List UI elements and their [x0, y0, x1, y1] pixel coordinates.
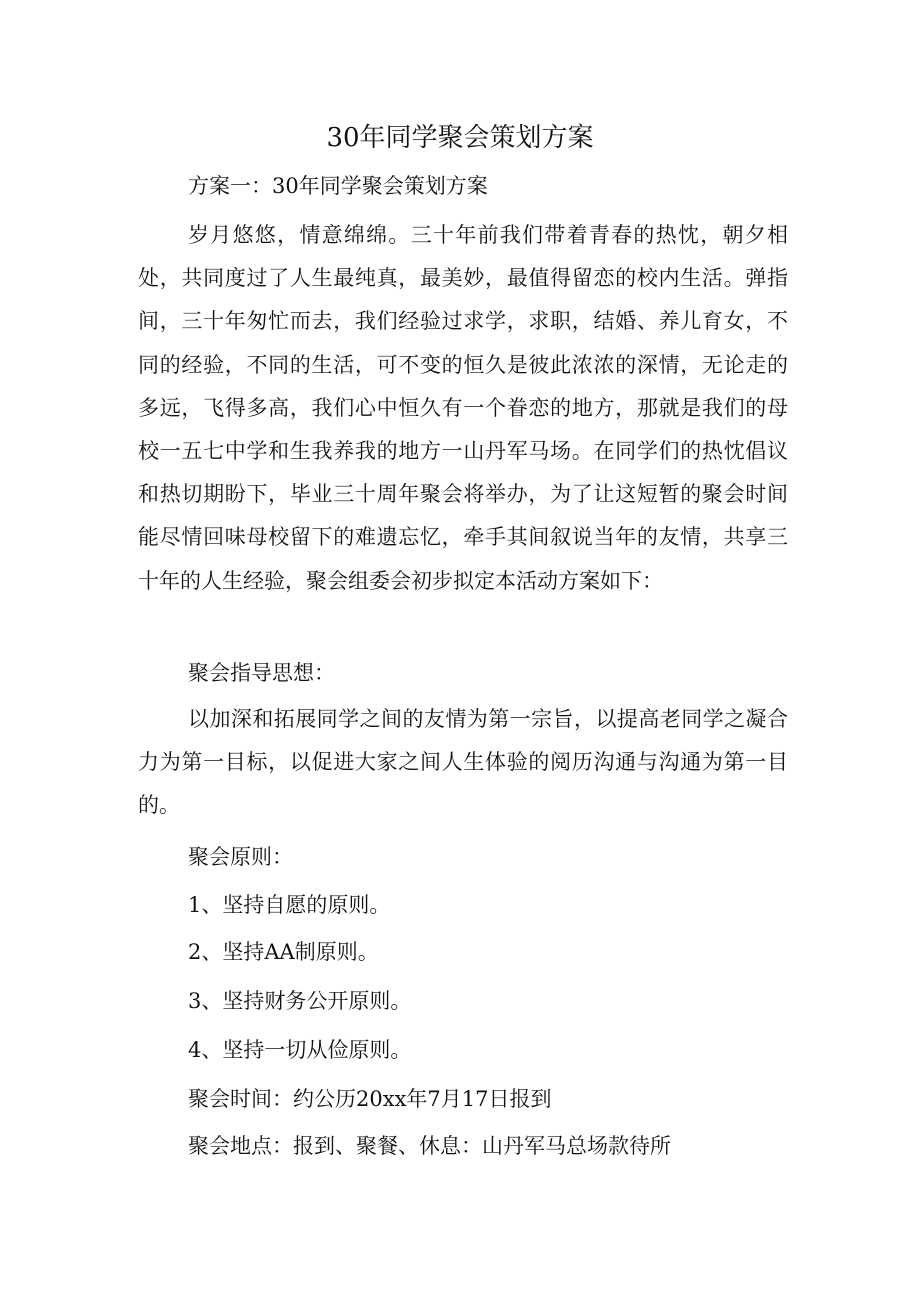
meeting-time: 聚会时间：约公历20xx年7月17日报到: [188, 1087, 552, 1111]
principles-heading: 聚会原则：: [188, 845, 293, 869]
principle-item: 2、坚持AA制原则。: [188, 940, 379, 964]
meeting-place: 聚会地点：报到、聚餐、休息：山丹军马总场款待所: [188, 1134, 671, 1158]
principle-item: 1、坚持自愿的原则。: [188, 893, 391, 917]
plan-subtitle: 方案一：30年同学聚会策划方案: [188, 174, 488, 198]
guiding-heading: 聚会指导思想：: [188, 661, 335, 685]
guiding-paragraph: 以加深和拓展同学之间的友情为第一宗旨，以提高老同学之凝合力为第一目标，以促进大家之间人生体验的阅历沟通与沟通为第一目的。: [138, 707, 788, 818]
intro-paragraph: 岁月悠悠，情意绵绵。三十年前我们带着青春的热忱，朝夕相处，共同度过了人生最纯真，最美妙，最值得留恋的校内生活。弹指间，三十年匆忙而去，我们经验过求学，求职，结婚、养儿育女，不同的经验，不同的生活，可不变的恒久是彼此浓浓的深情，无论走的多远，飞得多高，我们心中恒久有一个眷恋的地方，那就是我们的母校一五七中学和生我养我的地方一山丹军马场。在同学们的热忱倡议和热切期盼下，毕业三十周年聚会将举办，为了让这短暂的聚会时间能尽情回味母校留下的难遗忘忆，牵手其间叙说当年的友情，共享三十年的人生经验，聚会组委会初步拟定本活动方案如下：: [138, 223, 788, 593]
principle-item: 3、坚持财务公开原则。: [188, 989, 412, 1013]
document-title: 30年同学聚会策划方案: [326, 123, 594, 153]
principle-item: 4、坚持一切从俭原则。: [188, 1038, 412, 1062]
